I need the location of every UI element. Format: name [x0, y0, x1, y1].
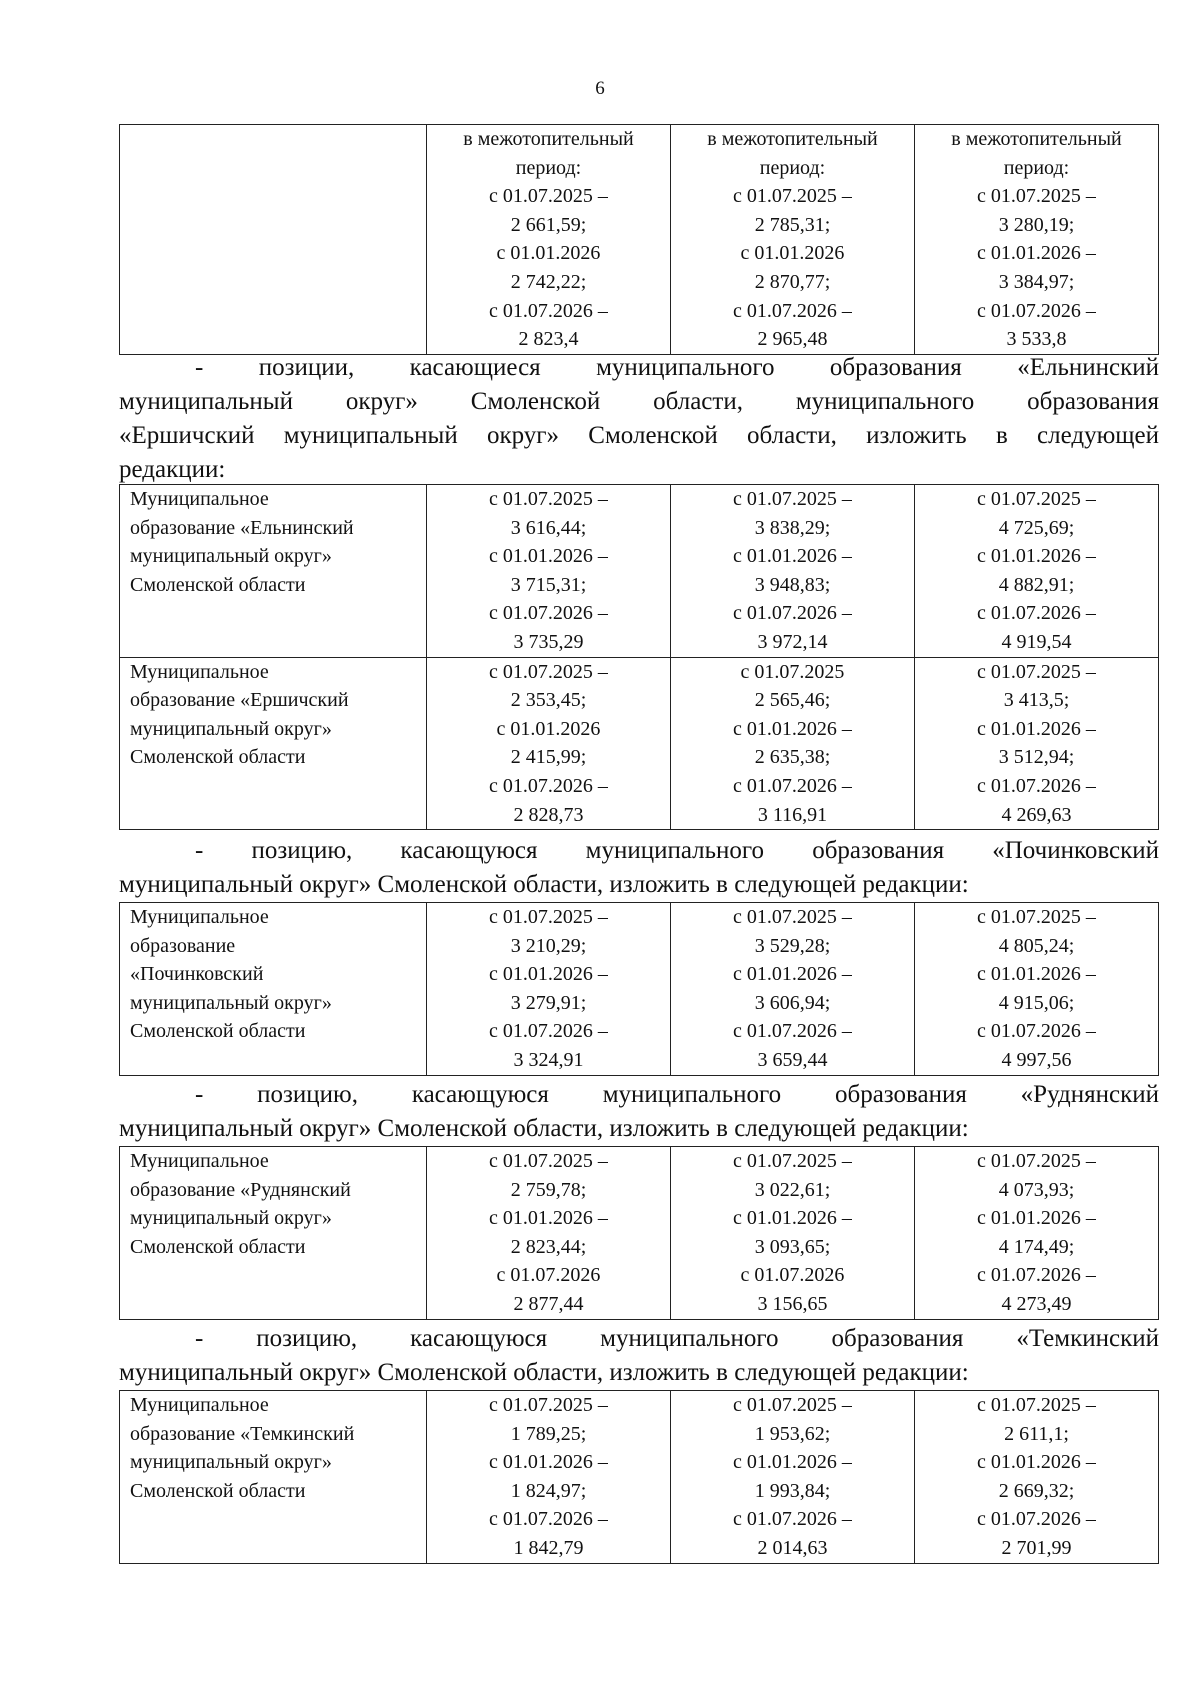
tariff-value-line: 2 701,99: [1001, 1536, 1072, 1559]
municipality-name-line: муниципальный округ»: [130, 991, 332, 1014]
tariff-table-elninsky-ershichsky: [119, 484, 1159, 830]
tariff-value-line: 3 413,5;: [1003, 689, 1070, 712]
tariff-value-line: с 01.07.2026 –: [733, 1508, 852, 1531]
tariff-value-line: с 01.01.2026 –: [733, 1451, 852, 1474]
paragraph-line: - позицию, касающуюся муниципального образования «Починковский: [195, 837, 1159, 864]
tariff-value-cell: [915, 1391, 1159, 1564]
tariff-value-line: 2 635,38;: [754, 746, 831, 769]
table-row: [120, 125, 1159, 355]
tariff-value-line: с 01.01.2026: [496, 717, 601, 740]
tariff-value-line: 3 384,97;: [998, 270, 1075, 293]
table-row: [120, 1391, 1159, 1564]
tariff-value-line: 2 661,59;: [510, 213, 587, 236]
tariff-value-line: 3 972,14: [757, 630, 828, 653]
tariff-value-cell: [915, 125, 1159, 355]
tariff-value-line: с 01.07.2025 –: [489, 488, 608, 510]
municipality-name-line: образование «Темкинский: [130, 1422, 355, 1445]
tariff-table-continuation: [119, 124, 1159, 355]
tariff-value-line: 4 073,93;: [998, 1178, 1075, 1201]
paragraph-line: муниципальный округ» Смоленской области, муниципального образования: [119, 388, 1159, 415]
tariff-value-line: 2 611,1;: [1004, 1422, 1069, 1445]
tariff-value-line: с 01.07.2025 –: [977, 185, 1096, 208]
tariff-value-line: с 01.01.2026 –: [489, 545, 608, 568]
tariff-value-line: период:: [515, 156, 582, 179]
tariff-value-cell: [671, 485, 915, 658]
tariff-value-cell: [427, 657, 671, 830]
tariff-value-line: с 01.07.2026 –: [489, 1020, 608, 1043]
tariff-value-line: 1 824,97;: [510, 1479, 587, 1502]
tariff-value-line: с 01.01.2026 –: [489, 963, 608, 986]
tariff-table-pochinkovsky: [119, 902, 1159, 1076]
tariff-value-line: 3 659,44: [757, 1048, 828, 1071]
municipality-name-cell: [120, 485, 427, 658]
tariff-table: [119, 124, 1159, 355]
tariff-value-line: 2 669,32;: [998, 1479, 1075, 1502]
municipality-name-cell: [120, 1391, 427, 1564]
municipality-name-line: Муниципальное: [130, 906, 269, 928]
tariff-value-line: 1 953,62;: [754, 1422, 831, 1445]
municipality-name-cell: [120, 657, 427, 830]
tariff-value-line: с 01.07.2025 –: [489, 1150, 608, 1172]
tariff-value-line: 2 823,44;: [510, 1235, 587, 1258]
tariff-value-line: 4 805,24;: [998, 934, 1075, 957]
tariff-value-line: с 01.07.2026 –: [977, 1508, 1096, 1531]
tariff-value-line: с 01.07.2025 –: [489, 185, 608, 208]
tariff-value-line: 3 838,29;: [754, 516, 831, 539]
tariff-value-cell: [427, 485, 671, 658]
municipality-name-line: Смоленской области: [130, 746, 306, 769]
paragraph-line: - позиции, касающиеся муниципального образования «Ельнинский: [195, 354, 1159, 381]
tariff-value-line: 3 324,91: [513, 1048, 584, 1071]
tariff-value-line: с 01.07.2025 –: [977, 906, 1096, 928]
tariff-value-line: с 01.01.2026 –: [489, 1207, 608, 1230]
tariff-value-line: 3 616,44;: [510, 516, 587, 539]
tariff-value-line: с 01.07.2026 –: [489, 774, 608, 797]
tariff-value-line: 3 210,29;: [510, 934, 587, 957]
tariff-table: [119, 902, 1159, 1076]
municipality-name-line: Смоленской области: [130, 1235, 306, 1258]
municipality-name-line: Муниципальное: [130, 1150, 269, 1172]
tariff-table: [119, 1390, 1159, 1564]
municipality-name-line: муниципальный округ»: [130, 1207, 332, 1230]
municipality-name-line: Муниципальное: [130, 488, 269, 510]
tariff-value-cell: [915, 485, 1159, 658]
tariff-value-line: с 01.07.2025: [740, 660, 845, 683]
paragraph-line: муниципальный округ» Смоленской области, изложить в следующей редакции:: [119, 1359, 969, 1386]
tariff-value-cell: [915, 1147, 1159, 1320]
paragraph-line: редакции:: [119, 456, 226, 483]
table-row: [120, 1147, 1159, 1320]
tariff-value-line: 2 828,73: [513, 803, 584, 826]
tariff-value-line: 2 353,45;: [510, 689, 587, 712]
tariff-value-line: 3 533,8: [1006, 328, 1067, 351]
tariff-value-line: с 01.07.2025 –: [733, 1150, 852, 1172]
tariff-value-cell: [671, 125, 915, 355]
tariff-value-line: с 01.01.2026 –: [977, 717, 1096, 740]
tariff-value-line: 1 993,84;: [754, 1479, 831, 1502]
tariff-value-line: 3 279,91;: [510, 991, 587, 1014]
tariff-value-line: 2 870,77;: [754, 270, 831, 293]
amendment-paragraph-pochinkovsky: [119, 834, 1159, 902]
tariff-value-line: период:: [759, 156, 826, 179]
municipality-name-line: муниципальный округ»: [130, 1451, 332, 1474]
tariff-value-line: с 01.07.2026: [496, 1264, 601, 1287]
tariff-value-line: 3 512,94;: [998, 746, 1075, 769]
municipality-name-cell: [120, 1147, 427, 1320]
tariff-value-line: с 01.07.2026 –: [733, 602, 852, 625]
municipality-name-line: образование «Ельнинский: [130, 516, 354, 539]
municipality-name-line: «Починковский: [130, 963, 264, 986]
tariff-value-line: с 01.01.2026 –: [733, 1207, 852, 1230]
tariff-value-line: с 01.07.2025 –: [489, 660, 608, 683]
tariff-value-line: в межотопительный: [951, 128, 1122, 150]
tariff-value-line: 3 529,28;: [754, 934, 831, 957]
amendment-paragraph-elninsky-ershichsky: [119, 351, 1159, 487]
tariff-value-line: с 01.07.2025 –: [977, 660, 1096, 683]
tariff-value-line: 2 014,63: [757, 1536, 828, 1559]
tariff-value-line: с 01.07.2026 –: [733, 774, 852, 797]
tariff-value-line: 2 565,46;: [754, 689, 831, 712]
amendment-paragraph-rudnyansky: [119, 1078, 1159, 1146]
tariff-value-line: 4 919,54: [1001, 630, 1072, 653]
tariff-value-line: период:: [1003, 156, 1070, 179]
municipality-name-cell: [120, 125, 427, 355]
tariff-value-line: 3 948,83;: [754, 573, 831, 596]
tariff-value-cell: [427, 903, 671, 1076]
tariff-value-line: с 01.07.2026 –: [977, 602, 1096, 625]
tariff-value-line: 3 022,61;: [754, 1178, 831, 1201]
tariff-value-line: 4 882,91;: [998, 573, 1075, 596]
tariff-value-line: с 01.01.2026 –: [977, 1207, 1096, 1230]
tariff-value-line: с 01.07.2026 –: [977, 299, 1096, 322]
tariff-value-line: 2 877,44: [513, 1292, 584, 1315]
tariff-value-line: с 01.01.2026 –: [977, 1451, 1096, 1474]
tariff-value-line: с 01.07.2026 –: [733, 1020, 852, 1043]
tariff-table: [119, 484, 1159, 830]
paragraph-line: муниципальный округ» Смоленской области, изложить в следующей редакции:: [119, 1115, 969, 1142]
tariff-value-line: с 01.07.2025 –: [977, 1394, 1096, 1416]
amendment-paragraph-temkinsky: [119, 1322, 1159, 1390]
tariff-value-line: с 01.07.2025 –: [733, 906, 852, 928]
tariff-value-line: 2 823,4: [518, 328, 579, 351]
municipality-name-line: муниципальный округ»: [130, 717, 332, 740]
tariff-value-line: 3 606,94;: [754, 991, 831, 1014]
tariff-value-cell: [427, 1391, 671, 1564]
tariff-value-line: 2 742,22;: [510, 270, 587, 293]
paragraph-line: - позицию, касающуюся муниципального образования «Руднянский: [195, 1081, 1159, 1108]
paragraph-line: - позицию, касающуюся муниципального образования «Темкинский: [195, 1325, 1159, 1352]
municipality-name-line: Муниципальное: [130, 660, 269, 683]
tariff-value-line: 2 785,31;: [754, 213, 831, 236]
tariff-value-line: с 01.07.2026 –: [977, 774, 1096, 797]
tariff-value-line: с 01.01.2026 –: [489, 1451, 608, 1474]
paragraph-line: муниципальный округ» Смоленской области, изложить в следующей редакции:: [119, 871, 969, 898]
page-number: 6: [595, 78, 605, 99]
tariff-value-line: 4 725,69;: [998, 516, 1075, 539]
tariff-value-line: с 01.07.2025 –: [489, 1394, 608, 1416]
municipality-name-line: Смоленской области: [130, 573, 306, 596]
tariff-value-line: 4 273,49: [1001, 1292, 1072, 1315]
tariff-value-cell: [915, 657, 1159, 830]
tariff-value-cell: [671, 657, 915, 830]
tariff-value-line: с 01.07.2025 –: [733, 488, 852, 510]
tariff-value-line: 4 174,49;: [998, 1235, 1075, 1258]
tariff-value-line: с 01.01.2026 –: [733, 963, 852, 986]
tariff-value-line: 3 715,31;: [510, 573, 587, 596]
tariff-value-line: в межотопительный: [707, 128, 878, 150]
table-row: [120, 485, 1159, 658]
tariff-value-line: с 01.01.2026 –: [733, 717, 852, 740]
tariff-table-temkinsky: [119, 1390, 1159, 1564]
tariff-value-line: с 01.07.2025 –: [489, 906, 608, 928]
paragraph-line: «Ершичский муниципальный округ» Смоленской области, изложить в следующей: [119, 422, 1159, 449]
municipality-name-line: Муниципальное: [130, 1394, 269, 1416]
tariff-value-line: с 01.07.2025 –: [977, 488, 1096, 510]
tariff-value-line: 4 997,56: [1001, 1048, 1072, 1071]
tariff-value-line: с 01.01.2026: [496, 242, 601, 265]
tariff-value-line: в межотопительный: [463, 128, 634, 150]
tariff-value-line: с 01.07.2025 –: [977, 1150, 1096, 1172]
tariff-value-line: с 01.07.2026 –: [977, 1264, 1096, 1287]
tariff-value-line: с 01.07.2026: [740, 1264, 845, 1287]
tariff-value-line: с 01.01.2026 –: [977, 963, 1096, 986]
table-row: [120, 657, 1159, 830]
tariff-value-line: 2 415,99;: [510, 746, 587, 769]
tariff-value-line: с 01.07.2026 –: [489, 1508, 608, 1531]
tariff-value-cell: [671, 1147, 915, 1320]
tariff-value-line: с 01.07.2026 –: [489, 602, 608, 625]
municipality-name-line: образование: [130, 934, 236, 957]
tariff-value-line: 1 789,25;: [510, 1422, 587, 1445]
municipality-name-line: Смоленской области: [130, 1020, 306, 1043]
tariff-table-rudnyansky: [119, 1146, 1159, 1320]
tariff-value-line: 4 915,06;: [998, 991, 1075, 1014]
tariff-value-line: 3 280,19;: [998, 213, 1075, 236]
tariff-value-line: 3 735,29: [513, 630, 584, 653]
tariff-value-line: с 01.01.2026 –: [977, 545, 1096, 568]
tariff-value-line: 2 759,78;: [510, 1178, 587, 1201]
municipality-name-line: образование «Ершичский: [130, 689, 349, 712]
table-row: [120, 903, 1159, 1076]
tariff-value-line: 3 093,65;: [754, 1235, 831, 1258]
tariff-value-line: 3 116,91: [757, 803, 828, 826]
tariff-value-line: с 01.01.2026 –: [977, 242, 1096, 265]
tariff-value-line: с 01.07.2026 –: [977, 1020, 1096, 1043]
tariff-value-line: 1 842,79: [513, 1536, 584, 1559]
tariff-value-line: 4 269,63: [1001, 803, 1072, 826]
municipality-name-cell: [120, 903, 427, 1076]
tariff-value-line: с 01.07.2025 –: [733, 1394, 852, 1416]
tariff-value-line: 2 965,48: [757, 328, 828, 351]
tariff-value-line: с 01.01.2026: [740, 242, 845, 265]
tariff-table: [119, 1146, 1159, 1320]
tariff-value-cell: [915, 903, 1159, 1076]
municipality-name-line: муниципальный округ»: [130, 545, 332, 568]
tariff-value-cell: [671, 1391, 915, 1564]
municipality-name-line: Смоленской области: [130, 1479, 306, 1502]
tariff-value-cell: [671, 903, 915, 1076]
tariff-value-line: с 01.01.2026 –: [733, 545, 852, 568]
tariff-value-line: 3 156,65: [757, 1292, 828, 1315]
tariff-value-cell: [427, 125, 671, 355]
tariff-value-line: с 01.07.2026 –: [733, 299, 852, 322]
tariff-value-line: с 01.07.2025 –: [733, 185, 852, 208]
municipality-name-line: образование «Руднянский: [130, 1178, 351, 1201]
tariff-value-line: с 01.07.2026 –: [489, 299, 608, 322]
tariff-value-cell: [427, 1147, 671, 1320]
